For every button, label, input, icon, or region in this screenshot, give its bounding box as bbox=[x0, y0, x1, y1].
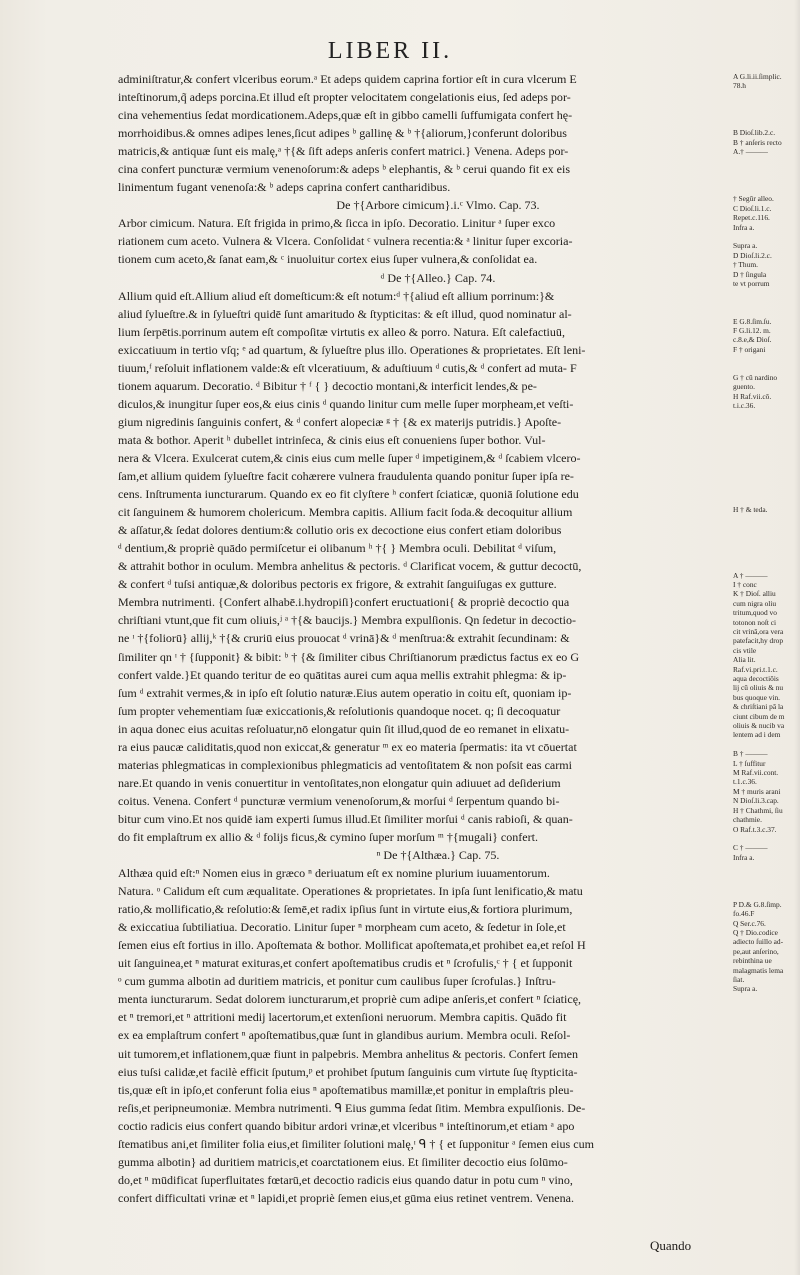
margin-note: lij cū oliuis & nu bbox=[733, 683, 784, 693]
margin-note: H † & teda. bbox=[733, 504, 768, 514]
margin-note: P D.& G.8.ſimp. bbox=[733, 899, 782, 909]
margin-note bbox=[733, 834, 799, 843]
margin-note bbox=[733, 890, 799, 899]
text-line: ſum propter vehementiam ſuæ exiccationis,& reſolutionis quandoque nocet. q; ſi decoquatur bbox=[118, 703, 561, 718]
margin-note: H Raf.vii.cō. bbox=[733, 391, 772, 401]
margin-note: c.8.e,& Dioſ. bbox=[733, 335, 772, 345]
margin-note: O Raf.t.3.c.37. bbox=[733, 824, 777, 834]
text-line: ſtematibus ani,et ſimiliter folia eius,et ſimiliter ſolutioni malę,ᶦ ᑫ † { et ſupponitur ᵃ ſemen eius cum bbox=[118, 1136, 594, 1151]
margin-note: 78.h bbox=[733, 81, 746, 91]
text-line: exiccatiuum in tertio vſq; ᵉ ad quartum, & ſylueſtre plus illo. Operationes & proprietates. Eſt leni- bbox=[118, 342, 586, 357]
margin-note: totonon noſt ci bbox=[733, 617, 777, 627]
margin-note bbox=[733, 740, 799, 749]
margin-note: A G.li.ii.ſimplic. bbox=[733, 72, 782, 81]
text-line: uit tumorem,et inflationem,quæ fiunt in palpebris. Membra anhelitus & pectoris. Confert ſemen bbox=[118, 1046, 579, 1061]
text-line: morrhoidibus.& omnes adipes lenes,ſicut adipes ᵇ gallinę & ᵇ †{aliorum,}conferunt doloribus bbox=[118, 126, 567, 141]
text-line: & confert ᵈ tuſsi antiquæ,& doloribus pectoris ex frigore, & extrahit ſanguiſugas ex gutture. bbox=[118, 577, 557, 592]
text-line: diculos,& inungitur ſuper eos,& eius cinis ᵈ quando linitur cum melle ſuper morpheam,et veſti- bbox=[118, 396, 574, 411]
margin-note: F † origani bbox=[733, 344, 766, 354]
margin-note: A † ——— bbox=[733, 570, 768, 580]
margin-note bbox=[733, 542, 799, 551]
margin-note: chathmie. bbox=[733, 815, 762, 825]
margin-note: G † cū nardino bbox=[733, 373, 778, 382]
text-line: reſis,et peripneumoniæ. Membra nutrimenti. ᑫ Eius gumma ſedat ſitim. Membra expulſionis. De- bbox=[118, 1100, 586, 1115]
margin-note: B † ——— bbox=[733, 749, 768, 759]
margin-note: C † ——— bbox=[733, 843, 768, 853]
text-line: bitur cum vino.Et nos quidē iam experti ſumus illud.Et ſimiliter morſui ᵈ canis rabioſi, & quan- bbox=[118, 811, 573, 826]
running-head: LIBER II. bbox=[327, 38, 453, 64]
text-line: ne ᶦ †{foliorū} allij,ᵏ †{& cruriū eius prouocat ᵈ vrinā}& ᵈ menſtrua:& extrahit ſecundinam: & bbox=[118, 631, 570, 646]
margin-note: te vt porrum bbox=[733, 278, 770, 288]
margin-note: pe,aut anſerino, bbox=[733, 946, 779, 956]
text-line: Allium quid eſt.Allium aliud eſt domeſticum:& eſt notum:ᵈ †{aliud eſt allium porrinum:}& bbox=[118, 288, 555, 303]
margin-note: Q Ser.c.76. bbox=[733, 918, 766, 928]
text-line: tis,quæ eſt in ipſo,et conferunt folia eius ⁿ apoſtematibus mamillæ,et ponitur in emplaſtris pleu- bbox=[118, 1082, 574, 1097]
margin-note: adiecto ſuillo ad- bbox=[733, 937, 784, 947]
text-line: ratio,& mollificatio,& reſolutio:& ſemē,et radix ipſius ſunt in virtute eius,& fortiora plurimum, bbox=[118, 902, 573, 917]
margin-note: oliuis & nucib va bbox=[733, 721, 785, 731]
text-line: gium nigredinis ſanguinis confert, & ᵈ confert alopeciæ ᵍ † {& ex materijs putridis.} Apoſte- bbox=[118, 414, 562, 429]
margin-note bbox=[733, 411, 799, 420]
text-line: tionem cum aceto,& ſanat eam,& ᶜ inuoluitur cortex eius ſuper vulnera,& conſolidat ea. bbox=[118, 252, 538, 267]
text-line: linimentum fugant venenoſa:& ᵇ adeps caprina confert cantharidibus. bbox=[118, 180, 451, 195]
margin-note: Alia lit. bbox=[733, 655, 756, 665]
margin-note bbox=[733, 514, 799, 523]
text-line: ra eius paucæ caliditatis,quod non exiccat,& generatur ᵐ ex eo materia ſpermatis: ita vt cōuertat bbox=[118, 739, 577, 754]
margin-note: t.i.c.36. bbox=[733, 401, 756, 411]
margin-note bbox=[733, 364, 799, 373]
text-line: adminiſtratur,& confert vlceribus eorum.ᵃ Et adeps quidem caprina fortior eſt in cura vlcerum E bbox=[118, 72, 577, 86]
text-line: confert difficultati vrinæ et ⁿ lapidi,et propriè ſemen eius,et gūma eius retinet ventrem. Venena. bbox=[118, 1190, 574, 1205]
margin-note bbox=[733, 298, 799, 307]
margin-note: malagmatis lema bbox=[733, 965, 784, 975]
main-text-column bbox=[118, 70, 728, 1207]
margin-note bbox=[733, 881, 799, 890]
margin-note: Repet.c.116. bbox=[733, 213, 770, 223]
text-line: ᵒ cum gumma albotin ad duritiem matricis, et ponitur cum caulibus ſuper ſcrofulas.} Inſtru- bbox=[118, 974, 556, 989]
text-line: Althæa quid eſt:ⁿ Nomen eius in græco ⁿ deriuatum eſt ex nomine plurium iuuamentorum. bbox=[118, 866, 550, 881]
text-line: nera & Vlcera. Exulcerat cutem,& cinis eius cum melle ſuper ᵈ impetiginem,& ᵈ ſcabiem vlcero- bbox=[118, 450, 581, 465]
margin-note bbox=[733, 439, 799, 448]
margin-note: Raf.vi.pri.t.1.c. bbox=[733, 664, 778, 674]
text-line: et ⁿ tremori,et ⁿ attritioni medij lacertorum,et extenſioni neruorum. Membra capitis. Quādo fit bbox=[118, 1010, 567, 1025]
margin-note bbox=[733, 91, 799, 100]
text-line: ᵈ De †{Alleo.} Cap. 74. bbox=[380, 270, 496, 285]
margin-note: t.1.c.36. bbox=[733, 777, 757, 787]
margin-note bbox=[733, 552, 799, 561]
margin-note bbox=[733, 862, 799, 871]
margin-note: N Dioſ.li.3.cap. bbox=[733, 796, 779, 806]
margin-note: M Raf.vii.cont. bbox=[733, 768, 779, 778]
margin-note bbox=[733, 458, 799, 467]
text-line: De †{Arbore cimicum}.i.ᶜ Vlmo. Cap. 73. bbox=[336, 198, 540, 213]
margin-note bbox=[733, 420, 799, 429]
margin-note: I † conc bbox=[733, 579, 757, 589]
margin-note bbox=[733, 524, 799, 533]
text-line: riationem cum aceto. Vulnera & Vlcera. Conſolidat ᶜ vulnera recentia:& ᵃ linitur ſuper excoria- bbox=[118, 234, 573, 249]
margin-note: Supra a. bbox=[733, 984, 758, 994]
margin-note: & chriſtiani pā la bbox=[733, 702, 784, 712]
margin-note: cit vrinā,ora vera bbox=[733, 626, 784, 636]
text-line: uit ſanguinea,et ⁿ maturat exituras,et confert apoſtematibus crudis et ⁿ ſcrofulis,ᶜ † { et ſupponit bbox=[118, 956, 573, 971]
margin-note: L † ſuffitur bbox=[733, 758, 766, 768]
margin-note: patefacit,hy drop bbox=[733, 636, 784, 646]
text-line: ᵈ dentium,& propriè quādo permiſcetur ei olibanum ʰ †{ } Membra oculi. Debilitat ᵈ viſum, bbox=[118, 541, 557, 556]
text-line: ex ea emplaſtrum confert ⁿ apoſtematibus,quæ ſunt in glandibus aurium. Membra oculi. Reſol- bbox=[118, 1028, 571, 1043]
text-line: do,et ⁿ mūdificat ſuperfluitates fœtarū,et decoctio radicis eius quando datur in potu cum ⁿ vino, bbox=[118, 1172, 573, 1187]
margin-note: Infra a. bbox=[733, 852, 755, 862]
margin-note bbox=[733, 100, 799, 109]
margin-note: B † anſeris recto bbox=[733, 137, 782, 147]
margin-note bbox=[733, 448, 799, 457]
text-line: menta iuncturarum. Sedat dolorem iuncturarum,et propriè cum adipe anſeris,et confert ⁿ ſciaticę, bbox=[118, 992, 582, 1007]
text-line: inteſtinorum,q̃ adeps porcina.Et illud eſt propter velocitatem congelationis eius, ſed adeps por- bbox=[118, 90, 571, 105]
margin-note bbox=[733, 354, 799, 363]
text-line: aliud ſylueſtre.& in ſylueſtri quidē ſunt amaritudo & ſtypticitas: & eſt illud, quod nominatur al- bbox=[118, 306, 572, 321]
margin-note: F G.li.12. m. bbox=[733, 325, 771, 335]
text-line: eius tuſsi calidæ,et facilè efficit ſputum,ᵖ et prohibet ſputum ſanguinis cum virtute ſuę ſtypticita- bbox=[118, 1064, 578, 1079]
margin-note bbox=[733, 157, 799, 166]
margin-note bbox=[733, 429, 799, 438]
text-line: ſemen eius eſt fortius in illo. Apoſtemata & bothor. Mollificat apoſtemata,et prohibet ea,et reſol H bbox=[118, 938, 586, 953]
margin-note bbox=[733, 119, 799, 128]
margin-note: tritum,quod vo bbox=[733, 608, 777, 618]
text-line: & aſſatur,& ſedat dolores dentium:& collutio oris ex decoctione eius confert etiam doloribus bbox=[118, 523, 562, 538]
margin-note: H † Chathmi, ſiu bbox=[733, 805, 783, 815]
margin-note: M † muris arani bbox=[733, 786, 781, 796]
margin-note: cum nigra oliu bbox=[733, 598, 777, 608]
text-line: materias phlegmaticas in complexionibus phlegmaticis ad ventoſitatem & non poſsit eas carmi bbox=[118, 757, 572, 772]
margin-note bbox=[733, 110, 799, 119]
margin-note bbox=[733, 872, 799, 881]
margin-note bbox=[733, 533, 799, 542]
margin-note: † Segūr alleo. bbox=[733, 194, 774, 204]
text-line: matricis,& antiquæ ſunt eis malę,ᵃ †{& ſift adeps anſeris confert matrici.} Venena. Adeps por- bbox=[118, 144, 569, 159]
text-line: cina vehementius ſedat mordicationem.Adeps,quæ eſt in gibbo camelli ſuffumigata confert hę- bbox=[118, 108, 573, 123]
margin-note: bus quoque vin. bbox=[733, 692, 781, 702]
text-line: Natura. ᵒ Calidum eſt cum æqualitate. Operationes & proprietates. In ipſa ſunt lenificatio,& matu bbox=[118, 884, 583, 899]
text-line: cina confert puncturæ vermium venenoſorum:& adeps ᵇ elephantis, & ᵇ cerui quando fit ex eis bbox=[118, 162, 571, 177]
text-line: ſam,et allium quidem ſylueſtre facit cohærere vulnera fraudulenta quando ponitur ſuper ipſa re- bbox=[118, 469, 574, 484]
text-line: & attrahit bothor in oculum. Membra anhelitus & pectoris. ᵈ Clarificat vocem, & guttur decoctū, bbox=[118, 559, 582, 574]
margin-note: ciunt cibum de m bbox=[733, 711, 785, 721]
text-line: ſum ᵈ extrahit vermes,& in ipſo eſt ſolutio naturæ.Eius autem operatio in coitu eſt, quoniam ip- bbox=[118, 685, 572, 700]
text-line: do fit emplaſtrum ex allio & ᵈ folijs ficus,& cymino ſuper morſum ᵐ †{mugali} confert. bbox=[118, 829, 539, 844]
text-line: coitus. Venena. Confert ᵈ puncturæ vermium venenoſorum,& morſui ᵈ ſerpentum quando bi- bbox=[118, 793, 560, 808]
text-line: nare.Et quando in venis conuertitur in ventoſitates,non elongatur quin adiuuet ad deſiderium bbox=[118, 775, 561, 790]
text-line: cit ſanguinem & humorem cholericum. Membra capitis. Allium facit ſoda.& decoquitur allium bbox=[118, 505, 573, 520]
catchword: Quando bbox=[650, 1238, 692, 1253]
margin-note: B Dioſ.lib.2.c. bbox=[733, 128, 776, 138]
margin-note: rebinthina ue bbox=[733, 956, 772, 966]
margin-note: Supra a. bbox=[733, 241, 758, 251]
text-line: lium ſerpētis.porrinum autem eſt compoſitæ virtutis ex alleo & porro. Natura. Eſt calefactiuū, bbox=[118, 324, 565, 339]
margin-note: K † Dioſ. alliu bbox=[733, 589, 776, 599]
text-line: Arbor cimicum. Natura. Eſt frigida in primo,& ſicca in ipſo. Decoratio. Linitur ᵃ ſuper exco bbox=[118, 216, 556, 231]
margin-note bbox=[733, 307, 799, 316]
margin-note: E G.8.ſim.ſu. bbox=[733, 316, 772, 326]
margin-note: fo.46.F bbox=[733, 909, 755, 919]
margin-note: ſiat. bbox=[733, 975, 745, 984]
margin-note: D † ſingula bbox=[733, 269, 767, 279]
text-line: mata & bothor. Aperit ʰ dubellet intrinſeca, & cinis eius eſt conueniens ſuper bothor. Vul- bbox=[118, 432, 546, 447]
margin-note: guento. bbox=[733, 382, 755, 392]
margin-note bbox=[733, 561, 799, 570]
text-line: tionem aquarum. Decoratio. ᵈ Bibitur † ᶠ { } decoctio montani,& interficit lendes,& pe- bbox=[118, 378, 537, 393]
margin-note bbox=[733, 495, 799, 504]
margin-note: A.† ——— bbox=[733, 147, 768, 157]
margin-note bbox=[733, 175, 799, 184]
margin-note bbox=[733, 185, 799, 194]
text-line: tiuum,ᶠ reſoluit inflationem valde:& eſt vlceratiuum, & aduſtiuum ᵈ cutis,& ᵈ confert ad muta- F bbox=[118, 360, 577, 375]
text-line: in aqua donec eius acuitas reſoluatur,nō elongatur quin ſit illud,quod de eo remanet in elixatu- bbox=[118, 721, 570, 736]
margin-note: cis vtile bbox=[733, 645, 757, 655]
margin-note bbox=[733, 476, 799, 485]
margin-note bbox=[733, 288, 799, 297]
text-line: cens. Inſtrumenta iuncturarum. Quando ex eo fit clyſtere ʰ confert ſciaticæ, quoniā ſolutione edu bbox=[118, 487, 579, 502]
margin-note: D Dioſ.li.2.c. bbox=[733, 250, 772, 260]
text-line: & exiccatiua ſubtiliatiua. Decoratio. Linitur ſuper ⁿ morpheam cum aceto, & ſedetur in ſole,et bbox=[118, 920, 566, 935]
page-edge-shadow bbox=[794, 0, 800, 1275]
margin-note: Infra a. bbox=[733, 222, 755, 232]
text-line: ⁿ De †{Althæa.} Cap. 75. bbox=[376, 848, 500, 863]
margin-note: C Dioſ.li.1.c. bbox=[733, 203, 772, 213]
text-line: ſimiliter qn ᶦ † {ſupponit} & bibit: ᵇ † {& ſimiliter cibus Chriſtianorum prædictus factus ex eo G bbox=[118, 649, 580, 664]
margin-note bbox=[733, 166, 799, 175]
margin-note bbox=[733, 232, 799, 241]
text-line: confert valde.}Et quando teritur de eo quātitas aurei cum aqua mellis extrahit phlegma: & ip- bbox=[118, 667, 567, 682]
text-line: gumma albotin} ad duritiem matricis,et coarctationem eius. Et ſimiliter decoctio eius ſolūmo- bbox=[118, 1154, 568, 1169]
margin-note: aqua decoctiōis bbox=[733, 674, 779, 683]
text-line: chriſtiani vtunt,que fit cum oliuis,ʲ ᵃ †{& baucijs.} Membra expulſionis. Qn ſedetur in decoctio- bbox=[118, 613, 577, 628]
margin-note bbox=[733, 486, 799, 495]
margin-note: lentem ad i dem bbox=[733, 730, 781, 740]
margin-notes-column bbox=[733, 72, 799, 994]
margin-note: Q † Dio.codice bbox=[733, 927, 778, 937]
text-line: coctio radicis eius confert quando bibitur ardori vrinæ,et vlceribus ⁿ inteſtinorum,et etiam ᵃ apo bbox=[118, 1118, 575, 1133]
margin-note: † Thum. bbox=[733, 260, 758, 270]
text-line: Membra nutrimenti. {Confert alhabē.i.hydropiſi}confert eructuationi{ & propriè decoctio qua bbox=[118, 595, 570, 610]
margin-note bbox=[733, 467, 799, 476]
